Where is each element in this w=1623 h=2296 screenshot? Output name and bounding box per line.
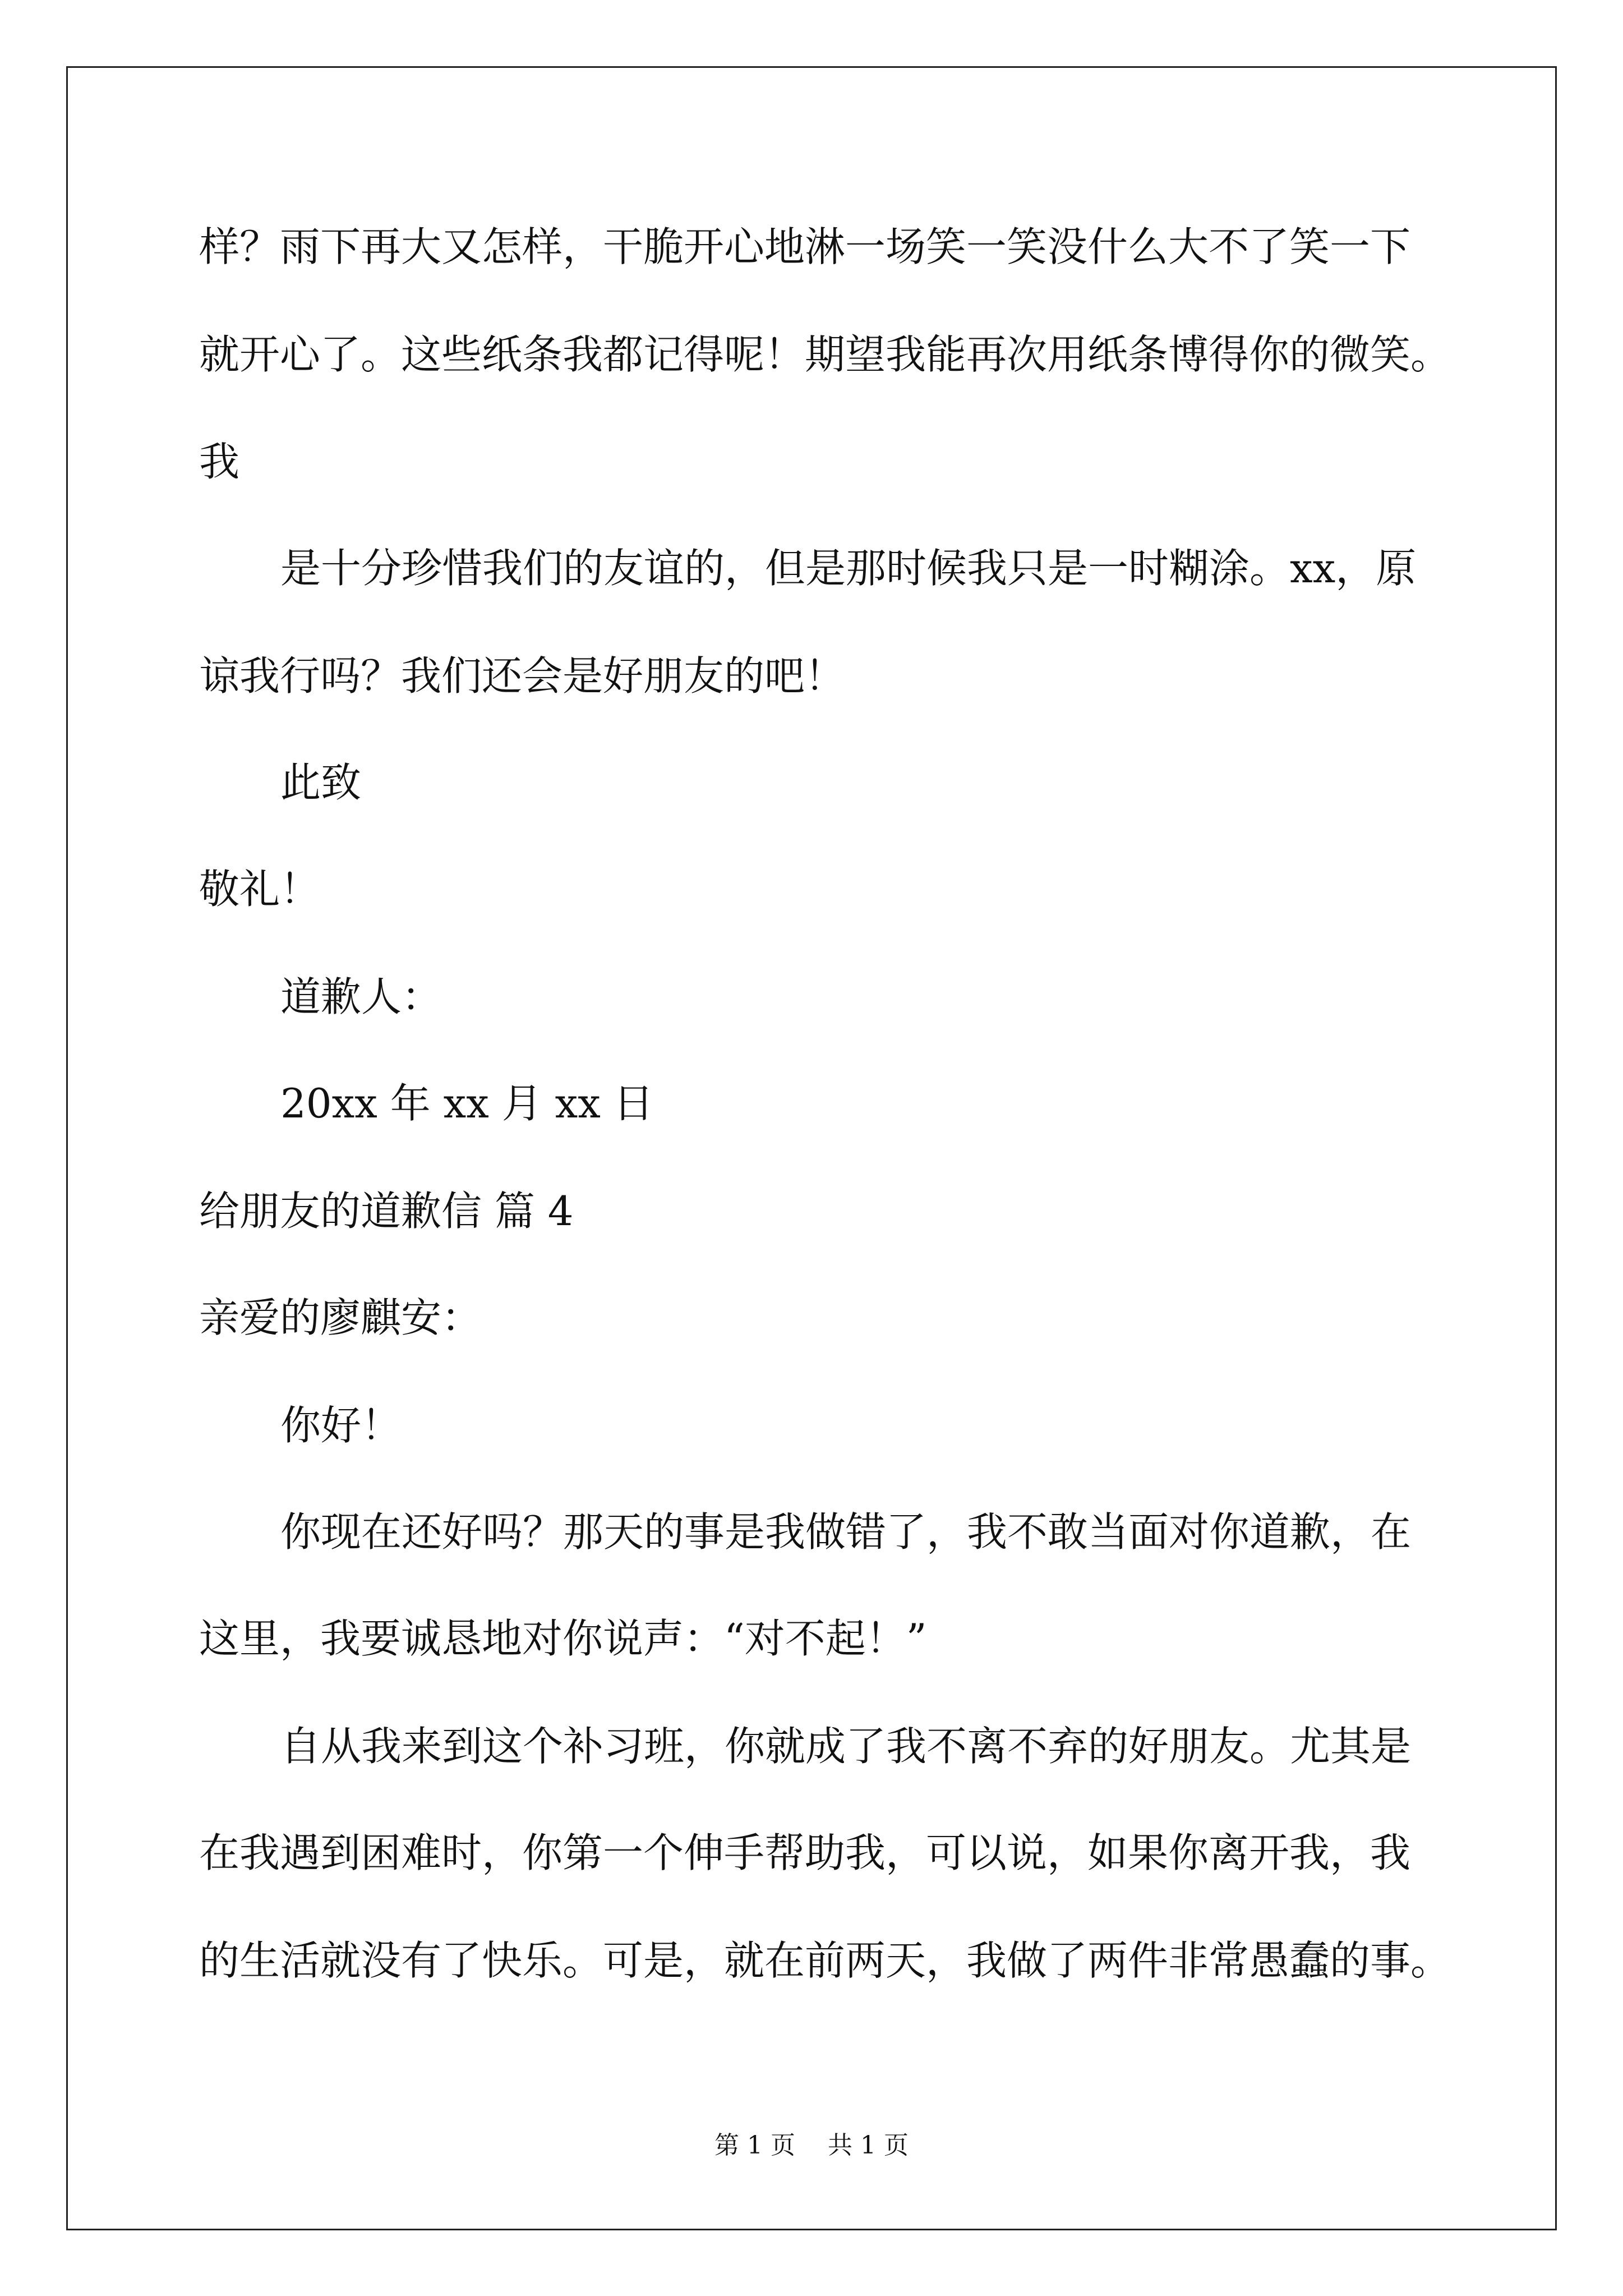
date-line: 20xx 年 xx 月 xx 日 xyxy=(280,1080,654,1127)
section-title: 给朋友的道歉信 篇 4 xyxy=(199,1188,574,1235)
closing-cizhi: 此致 xyxy=(280,759,362,806)
body-line-8: 自从我来到这个补习班，你就成了我不离不弃的好朋友。尤其是 xyxy=(280,1723,1412,1770)
body-line-6: 你现在还好吗？那天的事是我做错了，我不敢当面对你道歉，在 xyxy=(280,1508,1412,1556)
body-line-2: 就开心了。这些纸条我都记得呢！期望我能再次用纸条博得你的微笑。 xyxy=(199,331,1451,378)
body-line-9: 在我遇到困难时，你第一个伸手帮助我，可以说，如果你离开我，我 xyxy=(199,1829,1411,1876)
page-number: 第 1 页 xyxy=(714,2131,795,2160)
signature-label: 道歉人： xyxy=(280,973,442,1020)
page-footer xyxy=(0,2129,1623,2162)
body-line-7: 这里，我要诚恳地对你说声：“对不起！” xyxy=(199,1615,927,1662)
greeting: 你好！ xyxy=(280,1402,402,1449)
salutation: 亲爱的廖麒安： xyxy=(199,1294,482,1341)
body-line-1: 样？雨下再大又怎样，干脆开心地淋一场笑一笑没什么大不了笑一下 xyxy=(199,223,1411,270)
body-line-10: 的生活就没有了快乐。可是，就在前两天，我做了两件非常愚蠢的事。 xyxy=(199,1937,1451,1984)
body-line-3: 我 xyxy=(199,438,240,485)
closing-jingli: 敬礼！ xyxy=(199,866,321,913)
page-border xyxy=(66,66,1557,2230)
body-line-4: 是十分珍惜我们的友谊的，但是那时候我只是一时糊涂。xx，原 xyxy=(280,545,1417,592)
body-line-5: 谅我行吗？我们还会是好朋友的吧！ xyxy=(199,652,846,700)
page-total: 共 1 页 xyxy=(828,2131,909,2160)
